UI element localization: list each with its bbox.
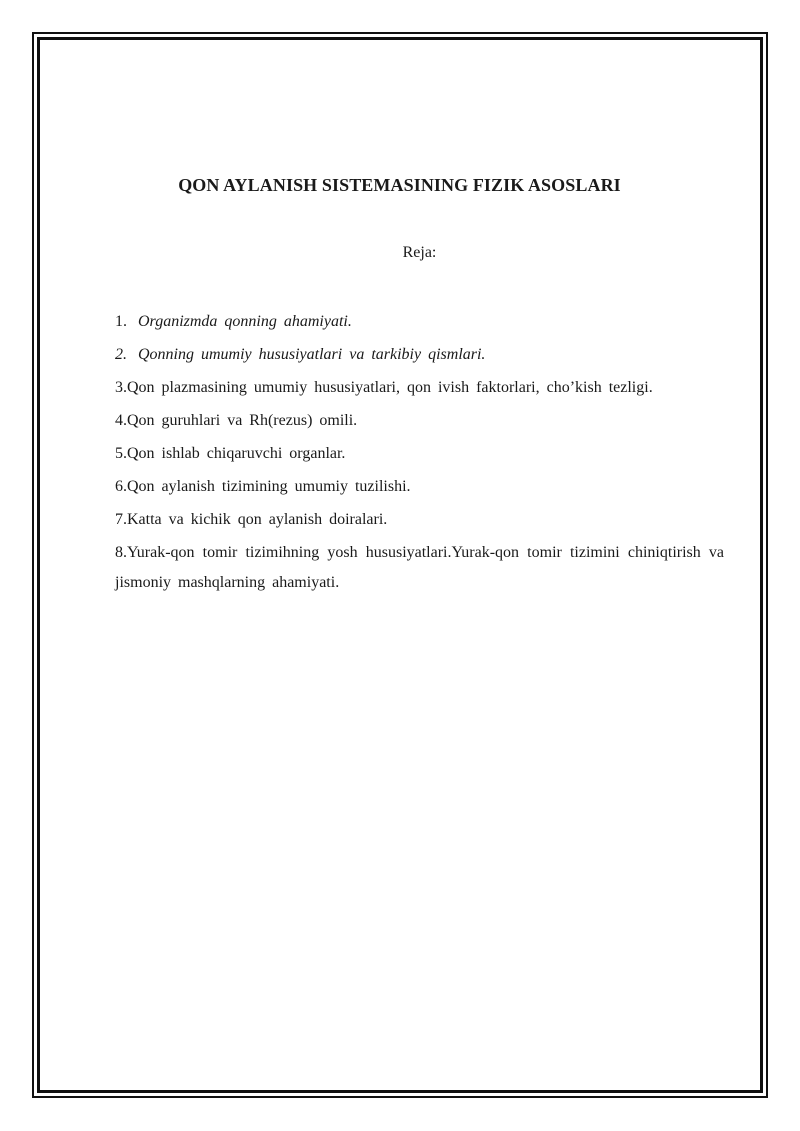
plan-item-7 bbox=[115, 505, 724, 535]
document-title: QON AYLANISH SISTEMASINING FIZIK ASOSLARI bbox=[178, 175, 621, 195]
plan-item-text: Organizmda qonning ahamiyati. bbox=[138, 313, 352, 330]
plan-item-text: Qon ishlab chiqaruvchi organlar. bbox=[127, 445, 346, 462]
plan-item-text: Yurak-qon tomir tizimihning yosh hususiyatlari.Yurak-qon tomir tizimini chiniqtirish va jismoniy mashqlarning ahamiyati. bbox=[115, 544, 724, 591]
plan-item-5 bbox=[115, 439, 724, 469]
plan-list bbox=[115, 307, 724, 601]
plan-item-3 bbox=[115, 373, 724, 403]
plan-item-number: 6. bbox=[115, 478, 127, 495]
plan-item-8 bbox=[115, 538, 724, 598]
plan-item-text: Katta va kichik qon aylanish doiralari. bbox=[127, 511, 388, 528]
plan-item-text: Qon aylanish tizimining umumiy tuzilishi. bbox=[127, 478, 411, 495]
plan-item-text: Qonning umumiy hususiyatlari va tarkibiy qismlari. bbox=[138, 346, 486, 363]
plan-item-1 bbox=[115, 307, 724, 337]
plan-item-text: Qon plazmasining umumiy hususiyatlari, qon ivish faktorlari, cho’kish tezligi. bbox=[127, 379, 653, 396]
plan-item-2 bbox=[115, 340, 724, 370]
plan-item-6 bbox=[115, 472, 724, 502]
plan-item-number: 3. bbox=[115, 379, 127, 396]
plan-item-number: 8. bbox=[115, 544, 127, 561]
plan-item-number: 1. bbox=[115, 313, 127, 330]
plan-item-number: 4. bbox=[115, 412, 127, 429]
plan-item-4 bbox=[115, 406, 724, 436]
plan-item-number: 2. bbox=[115, 346, 127, 363]
plan-heading: Reja: bbox=[402, 244, 437, 261]
plan-item-number: 7. bbox=[115, 511, 127, 528]
plan-item-number: 5. bbox=[115, 445, 127, 462]
plan-item-text: Qon guruhlari va Rh(rezus) omili. bbox=[127, 412, 358, 429]
